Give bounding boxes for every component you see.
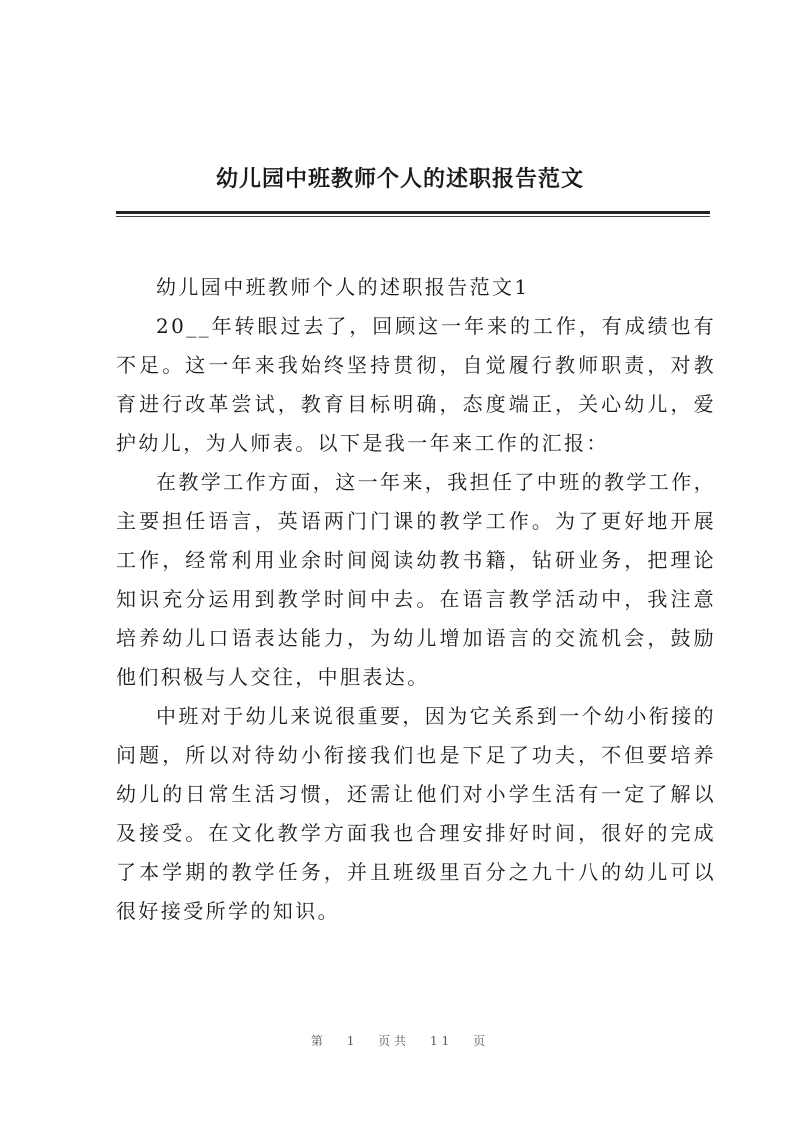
footer-prefix: 第 — [310, 1034, 327, 1048]
footer-total-pages: 11 — [430, 1034, 454, 1048]
page-number-footer — [0, 1032, 800, 1049]
title-underline-thin — [116, 216, 710, 217]
footer-middle: 页共 — [378, 1034, 411, 1048]
title-underline-thick — [116, 211, 710, 214]
paragraph-1: 20__年转眼过去了，回顾这一年来的工作，有成绩也有不足。这一年来我始终坚持贯彻，自觉履行教师职责，对教育进行改革尝试，教育目标明确，态度端正，关心幼儿，爱护幼儿，为人师表。以下是我一年来工作的汇报： — [116, 314, 716, 455]
paragraph-3: 中班对于幼儿来说很重要，因为它关系到一个幼小衔接的问题，所以对待幼小衔接我们也是下足了功夫，不但要培养幼儿的日常生活习惯，还需让他们对小学生活有一定了解以及接受。在文化教学方面我也合理安排好时间，很好的完成了本学期的教学任务，并且班级里百分之九十八的幼儿可以很好接受所学的知识。 — [116, 704, 716, 923]
document-body — [116, 268, 716, 931]
paragraph-2: 在教学工作方面，这一年来，我担任了中班的教学工作，主要担任语言，英语两门门课的教学工作。为了更好地开展工作，经常利用业余时间阅读幼教书籍，钻研业务，把理论知识充分运用到教学时间中去。在语言教学活动中，我注意培养幼儿口语表达能力，为幼儿增加语言的交流机会，鼓励他们积极与人交往，中胆表达。 — [116, 470, 716, 689]
document-title: 幼儿园中班教师个人的述职报告范文 — [215, 166, 584, 192]
section-heading: 幼儿园中班教师个人的述职报告范文1 — [156, 275, 530, 299]
footer-suffix: 页 — [473, 1034, 490, 1048]
footer-current-page: 1 — [346, 1034, 359, 1048]
